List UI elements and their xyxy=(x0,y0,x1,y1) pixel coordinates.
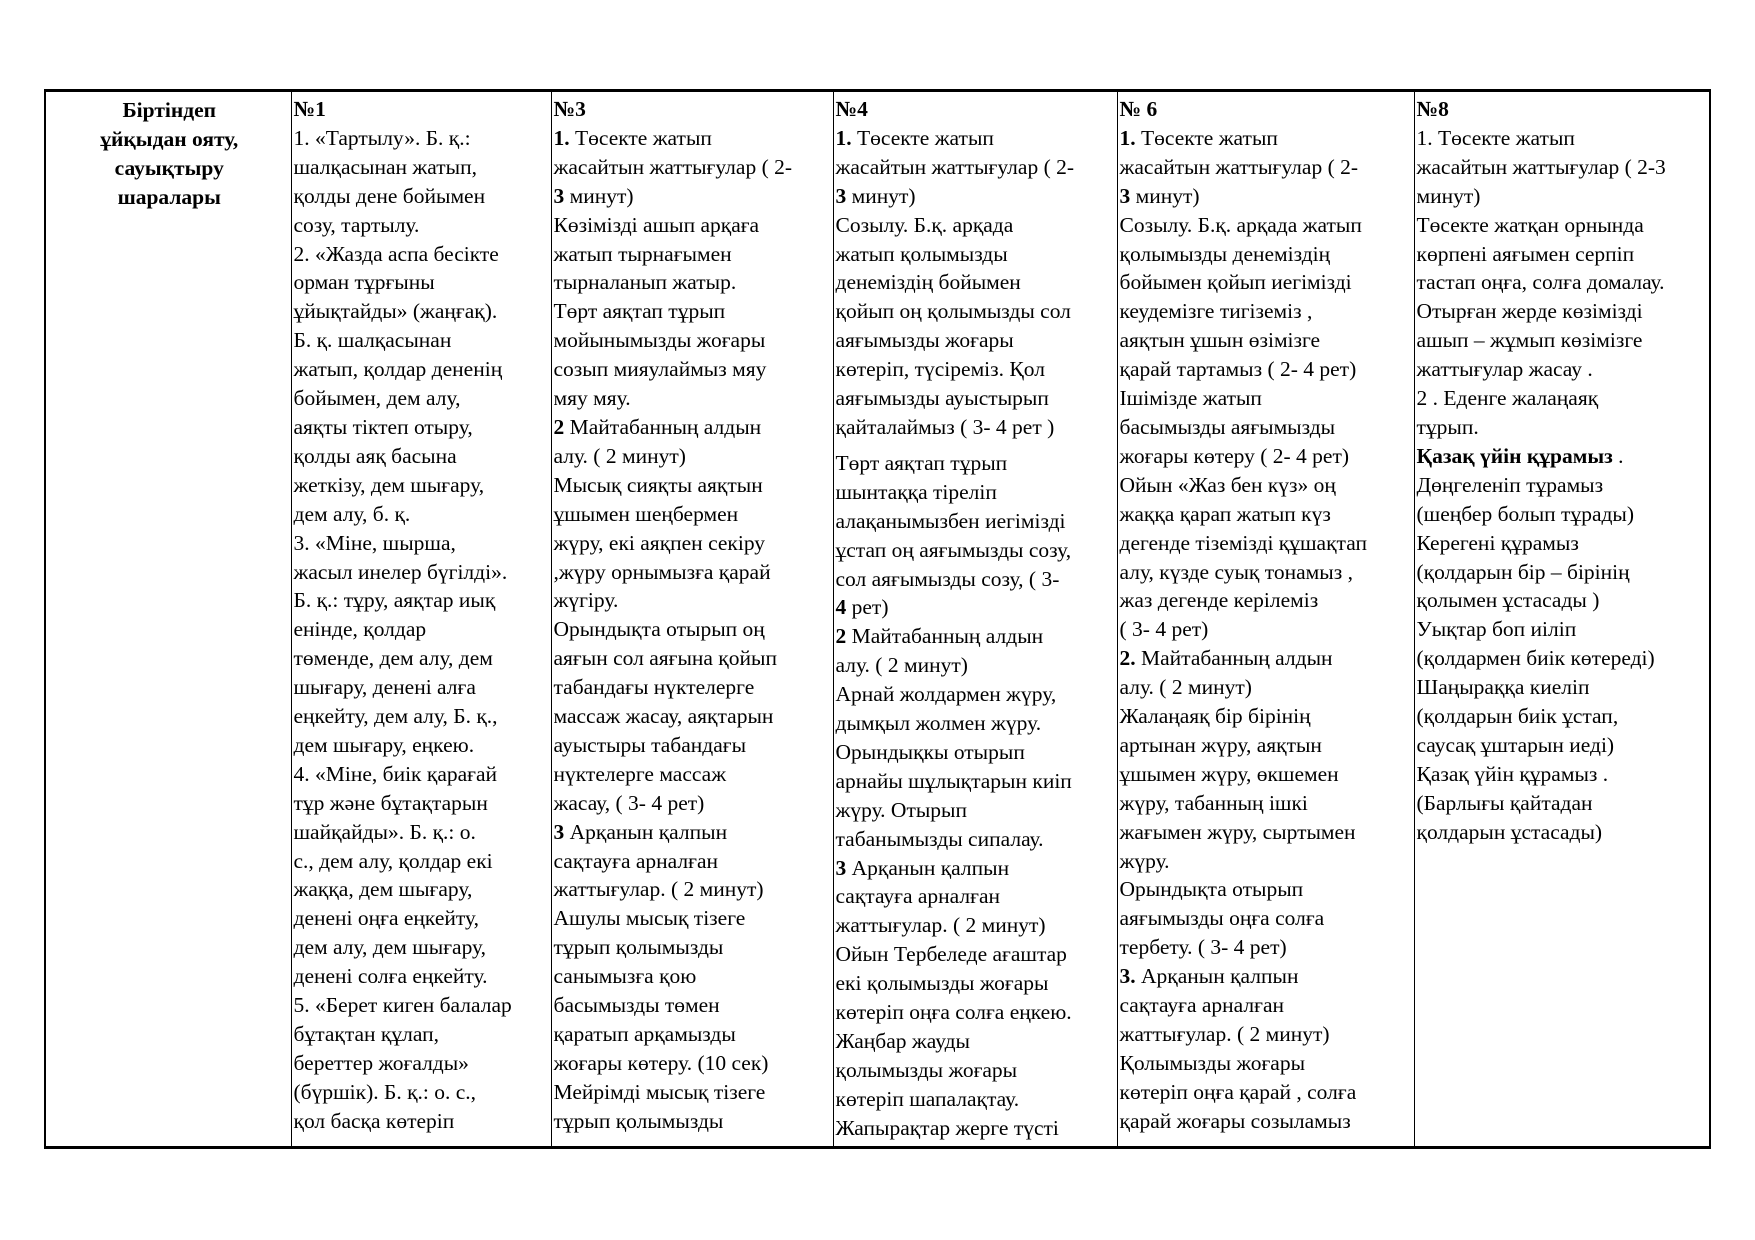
cell-text-line: 2 Майтабанның алдын xyxy=(553,414,762,439)
cell-text-line: аяғымызды ауыстырып xyxy=(835,386,1049,411)
cell-text-line: көрпені аяғымен серпіп xyxy=(1416,241,1635,266)
row-label-line: шаралары xyxy=(117,184,221,209)
exercise-cell-no3 xyxy=(551,92,833,1147)
cell-text-line: сақтауға арналған xyxy=(1119,993,1285,1018)
cell-text-line: Орындықкы отырып xyxy=(835,739,1025,764)
cell-text-line: 3. Арқанын қалпын xyxy=(1119,964,1299,989)
cell-text-line: сақтауға арналған xyxy=(835,884,1001,909)
cell-text-line: артынан жүру, аяқтын xyxy=(1119,732,1322,757)
cell-text-line: арнайы шұлықтарын киіп xyxy=(835,768,1072,793)
cell-text-line: алақанымызбен иегімізді xyxy=(835,508,1066,533)
cell-text-line: орман тұрғыны xyxy=(293,270,435,295)
cell-text-line: Ойын Тербеледе ағаштар xyxy=(835,942,1067,967)
cell-text-line: алу, күзде суық тонамыз , xyxy=(1119,559,1353,584)
cell-text-line: (қолдарын биік ұстап, xyxy=(1416,704,1619,729)
column-title: №8 xyxy=(1416,97,1449,121)
cell-text-line: 2. «Жазда аспа бесікте xyxy=(293,241,499,266)
cell-text-line: ұшымен жүру, өкшемен xyxy=(1119,761,1339,786)
cell-text-line: жүру. Отырып xyxy=(835,797,967,822)
cell-text-line: 3 Арқанын қалпын xyxy=(553,819,728,844)
cell-text-line: 4 рет) xyxy=(835,595,889,620)
cell-text-line: Орындықта отырып оң xyxy=(553,617,765,642)
cell-text-line: шынтаққа тіреліп xyxy=(835,479,997,504)
cell-text-line: қолымызды жоғары xyxy=(835,1057,1018,1082)
cell-text-line: сол аяғымызды созу, ( 3- xyxy=(835,566,1060,591)
column-title: № 6 xyxy=(1119,97,1158,121)
cell-text-line: дымқыл жолмен жүру. xyxy=(835,711,1042,736)
cell-text-line: Төрт аяқтап тұрып xyxy=(553,299,726,324)
cell-text-line: көтеріп, түсіреміз. Қол xyxy=(835,357,1045,382)
cell-text-line: бойымен, дем алу, xyxy=(293,386,461,411)
cell-text-line: табандағы нүктелерге xyxy=(553,675,755,700)
cell-text-line: қойып оң қолымызды сол xyxy=(835,299,1071,324)
cell-text-line: жаттығулар жасау . xyxy=(1416,357,1593,382)
cell-text-line: тастап оңға, солға домалау. xyxy=(1416,270,1665,295)
cell-text-line: нүктелерге массаж xyxy=(553,761,727,786)
row-label-line: ұйқыдан ояту, xyxy=(100,126,239,151)
cell-text-line: 5. «Берет киген балалар xyxy=(293,993,512,1018)
cell-text-line: көтеріп оңға қарай , солға xyxy=(1119,1079,1357,1104)
cell-text-line: Уықтар боп иіліп xyxy=(1416,617,1577,642)
cell-text-line: жеткізу, дем шығару, xyxy=(293,472,485,497)
cell-text-line: алу. ( 2 минут) xyxy=(835,653,968,678)
cell-text-line: бұтақтан құлап, xyxy=(293,1022,439,1046)
cell-text-line: тұрып қолымызды xyxy=(553,1108,724,1133)
exercise-cell-no8 xyxy=(1414,92,1711,1147)
cell-text-line: Дөңгеленіп тұрамыз xyxy=(1416,472,1604,497)
cell-text-line: жасайтын жаттығулар ( 2- xyxy=(1119,154,1359,179)
cell-text-line: басымызды төмен xyxy=(553,993,720,1018)
cell-text-line: созып мияулаймыз мяу xyxy=(553,357,767,382)
cell-text-line: ( 3- 4 рет) xyxy=(1119,617,1209,642)
cell-text-line: жасайтын жаттығулар ( 2-3 xyxy=(1416,154,1666,179)
exercise-cell-no1 xyxy=(291,92,551,1147)
cell-text-line: ашып – жұмып көзімізге xyxy=(1416,328,1643,353)
cell-text-line: Жалаңаяқ бір бірінің xyxy=(1119,704,1311,729)
table-row xyxy=(46,92,1711,1147)
cell-text-line: (Барлығы қайтадан xyxy=(1416,790,1593,815)
cell-text-line: жасайтын жаттығулар ( 2- xyxy=(553,154,793,179)
cell-text-line: жасыл инелер бүгілді». xyxy=(293,559,508,584)
column-title: №3 xyxy=(553,97,586,121)
cell-text-line: Жаңбар жауды xyxy=(835,1029,970,1053)
cell-text-line: төменде, дем алу, дем xyxy=(293,646,493,671)
cell-text-line: мяу мяу. xyxy=(553,386,631,411)
cell-text-line: 3 минут) xyxy=(1119,183,1200,208)
cell-text-line: алу. ( 2 минут) xyxy=(553,443,686,468)
cell-text-line: жүру, табанның ішкі xyxy=(1119,790,1308,815)
cell-text-line: дегенде тіземізді құшақтап xyxy=(1119,530,1367,555)
cell-text-line: жүру, екі аяқпен секіру xyxy=(553,530,766,555)
cell-text-line: жасау, ( 3- 4 рет) xyxy=(553,790,705,815)
cell-text-line: жатып тырнағымен xyxy=(553,241,732,266)
cell-text-line: Қазақ үйін құрамыз . xyxy=(1416,443,1624,468)
cell-text-line: жаққа қарап жатып күз xyxy=(1119,501,1331,526)
cell-text-line: 1. Төсекте жатып xyxy=(1416,125,1575,150)
cell-text-line: дем шығару, еңкею. xyxy=(293,732,475,757)
cell-text-line: дем алу, б. қ. xyxy=(293,501,411,526)
cell-text-line: с., дем алу, қолдар екі xyxy=(293,848,493,873)
cell-text-line: минут) xyxy=(1416,183,1481,208)
cell-text-line: Керегені құрамыз xyxy=(1416,530,1579,555)
activities-table xyxy=(46,91,1711,1147)
cell-text-line: (қолдарын бір – бірінің xyxy=(1416,559,1630,584)
cell-text-line: Орындықта отырып xyxy=(1119,877,1304,902)
cell-text-line: (шеңбер болып тұрады) xyxy=(1416,501,1635,526)
cell-text-line: алу. ( 2 минут) xyxy=(1119,675,1252,700)
cell-text-line: 2 . Еденге жалаңаяқ xyxy=(1416,386,1599,411)
cell-text-line: жоғары көтеру. (10 сек) xyxy=(553,1050,769,1075)
cell-text-line: (қолдармен биік көтереді) xyxy=(1416,646,1655,671)
row-label-line: Біртіндеп xyxy=(122,98,217,122)
cell-text-line: қолды аяқ басына xyxy=(293,443,457,468)
cell-text-line: 3 минут) xyxy=(553,183,634,208)
column-title: №4 xyxy=(835,97,868,121)
cell-text-line: Қолымызды жоғары xyxy=(1119,1050,1306,1075)
cell-text-line: аяқтын ұшын өзімізге xyxy=(1119,328,1321,353)
cell-text-line: Шаңыраққа киеліп xyxy=(1416,675,1590,700)
cell-text-line: аяқты тіктеп отыру, xyxy=(293,414,473,439)
cell-text-line: қолды дене бойымен xyxy=(293,183,486,208)
cell-text-line: Көзімізді ашып арқаға xyxy=(553,212,760,237)
cell-text-line: 2. Майтабанның алдын xyxy=(1119,646,1333,671)
cell-text-line: денені оңға еңкейту, xyxy=(293,906,479,931)
cell-text-line: аяғын сол аяғына қойып xyxy=(553,646,777,671)
cell-text-line: басымызды аяғымызды xyxy=(1119,414,1336,439)
cell-text-line: саусақ ұштарын иеді) xyxy=(1416,732,1615,757)
cell-text-line: мойынымызды жоғары xyxy=(553,328,766,353)
cell-text-line: ауыстыры табандағы xyxy=(553,732,747,757)
column-title: №1 xyxy=(293,97,326,121)
cell-text-line: жүгіру. xyxy=(553,588,619,613)
cell-text-line: жатып, қолдар дененің xyxy=(293,357,503,382)
cell-text-line: денеміздің бойымен xyxy=(835,270,1021,295)
cell-text-line: жағымен жүру, сыртымен xyxy=(1119,819,1356,844)
cell-text-line: 1. Төсекте жатып xyxy=(1119,125,1278,150)
cell-text-line: береттер жоғалды» xyxy=(293,1050,469,1075)
cell-text-line: санымызға қою xyxy=(553,964,697,989)
line-gap xyxy=(836,442,1117,449)
cell-text-line: енінде, қолдар xyxy=(293,617,427,642)
cell-text-line: 1. Төсекте жатып xyxy=(553,125,712,150)
cell-text-line: көтеріп оңға солға еңкею. xyxy=(835,1000,1072,1025)
cell-text-line: тұрып. xyxy=(1416,414,1479,439)
cell-text-line: тұрып қолымызды xyxy=(553,935,724,960)
cell-text-line: жасайтын жаттығулар ( 2- xyxy=(835,154,1075,179)
cell-text-line: ,жүру орнымызға қарай xyxy=(553,559,771,584)
cell-text-line: Ойын «Жаз бен күз» оң xyxy=(1119,472,1336,497)
cell-text-line: Мейрімді мысық тізеге xyxy=(553,1079,766,1104)
cell-text-line: жаттығулар. ( 2 минут) xyxy=(835,913,1046,938)
cell-text-line: массаж жасау, аяқтарын xyxy=(553,704,774,729)
cell-text-line: аяғымызды жоғары xyxy=(835,328,1014,353)
cell-text-line: шығару, денені алға xyxy=(293,675,476,700)
cell-text-line: қайталаймыз ( 3- 4 рет ) xyxy=(835,414,1055,439)
cell-text-line: Созылу. Б.қ. арқада xyxy=(835,212,1014,237)
cell-text-line: 2 Майтабанның алдын xyxy=(835,624,1044,649)
cell-text-line: Б. қ. шалқасынан xyxy=(293,328,452,353)
cell-text-line: бойымен қойып иегімізді xyxy=(1119,270,1352,295)
cell-text-line: 3 минут) xyxy=(835,183,916,208)
cell-text-line: аяғымызды оңға солға xyxy=(1119,906,1325,931)
cell-text-line: жатып қолымызды xyxy=(835,241,1008,266)
cell-text-line: дем алу, дем шығару, xyxy=(293,935,487,960)
cell-text-line: қолымызды денеміздің xyxy=(1119,241,1331,266)
cell-text-line: қолымен ұстасады ) xyxy=(1416,588,1600,613)
cell-text-line: Төсекте жатқан орнында xyxy=(1416,212,1644,237)
cell-text-line: жаққа, дем шығару, xyxy=(293,877,473,902)
cell-text-line: Төрт аяқтап тұрып xyxy=(835,450,1008,475)
cell-text-line: Ашулы мысық тізеге xyxy=(553,906,746,931)
cell-text-line: ұстап оң аяғымызды созу, xyxy=(835,537,1072,562)
cell-text-line: қол басқа көтеріп xyxy=(293,1108,455,1133)
cell-text-line: ұйықтайды» (жаңғақ). xyxy=(293,299,498,324)
cell-text-line: 1. Төсекте жатып xyxy=(835,125,994,150)
cell-text-line: қолдарын ұстасады) xyxy=(1416,819,1603,844)
cell-text-line: тербету. ( 3- 4 рет) xyxy=(1119,935,1287,960)
cell-text-line: Созылу. Б.қ. арқада жатып xyxy=(1119,212,1362,237)
cell-text-line: шалқасынан жатып, xyxy=(293,154,477,179)
cell-text-line: тырналанып жатыр. xyxy=(553,270,737,295)
cell-text-line: еңкейту, дем алу, Б. қ., xyxy=(293,704,498,729)
cell-text-line: (бүршік). Б. қ.: о. с., xyxy=(293,1079,477,1104)
document-table-frame xyxy=(44,89,1711,1149)
cell-text-line: жүру. xyxy=(1119,848,1170,873)
cell-text-line: тұр және бұтақтарын xyxy=(293,790,488,815)
cell-text-line: шайқайды». Б. қ.: о. xyxy=(293,819,476,844)
cell-text-line: жаттығулар. ( 2 минут) xyxy=(1119,1022,1330,1046)
cell-text-line: қарай тартамыз ( 2- 4 рет) xyxy=(1119,357,1357,382)
cell-text-line: 4. «Міне, биік қарағай xyxy=(293,761,498,786)
cell-text-line: Мысық сияқты аяқтын xyxy=(553,472,763,497)
cell-text-line: ұшымен шеңбермен xyxy=(553,501,739,526)
cell-text-line: Б. қ.: тұру, аяқтар иық xyxy=(293,588,496,613)
cell-text-line: екі қолымызды жоғары xyxy=(835,971,1049,996)
cell-text-line: қаратып арқамызды xyxy=(553,1022,736,1046)
cell-text-line: табанымызды сипалау. xyxy=(835,826,1044,851)
exercise-cell-no4 xyxy=(833,92,1117,1147)
cell-text-line: 1. «Тартылу». Б. қ.: xyxy=(293,125,471,150)
cell-text-line: Жапырақтар жерге түсті xyxy=(835,1115,1059,1140)
cell-text-line: созу, тартылу. xyxy=(293,212,420,237)
cell-text-line: 3 Арқанын қалпын xyxy=(835,855,1010,880)
cell-text-line: қарай жоғары созыламыз xyxy=(1119,1108,1351,1133)
cell-text-line: жоғары көтеру ( 2- 4 рет) xyxy=(1119,443,1350,468)
row-label-line: сауықтыру xyxy=(114,155,224,180)
cell-text-line: жаз дегенде керілеміз xyxy=(1119,588,1319,613)
cell-text-line: көтеріп шапалақтау. xyxy=(835,1086,1020,1111)
cell-text-line: кеудемізге тигіземіз , xyxy=(1119,299,1313,324)
exercise-cell-no6 xyxy=(1117,92,1414,1147)
cell-text-line: сақтауға арналған xyxy=(553,848,719,873)
cell-text-line: Ішімізде жатып xyxy=(1119,386,1262,411)
cell-text-line: Отырған жерде көзімізді xyxy=(1416,299,1643,324)
cell-text-line: Қазақ үйін құрамыз . xyxy=(1416,761,1609,786)
cell-text-line: 3. «Міне, шырша, xyxy=(293,530,456,555)
cell-text-line: жаттығулар. ( 2 минут) xyxy=(553,877,764,902)
row-label-cell xyxy=(46,92,291,1147)
cell-text-line: денені солға еңкейту. xyxy=(293,964,488,989)
cell-text-line: Арнай жолдармен жүру, xyxy=(835,682,1057,707)
